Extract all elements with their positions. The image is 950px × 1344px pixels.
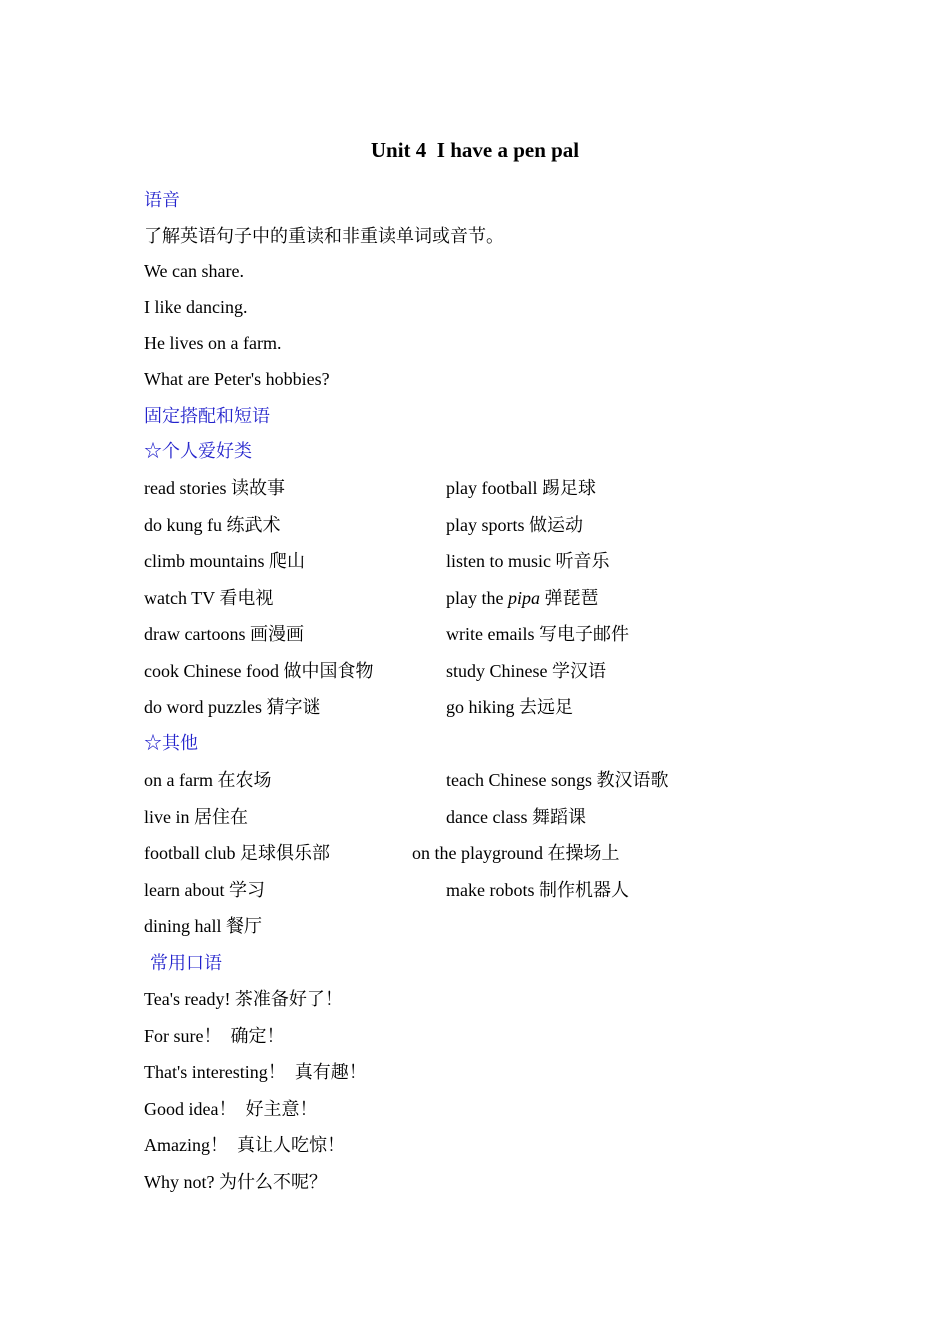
example-sentence: What are Peter's hobbies? [144, 369, 330, 389]
phrase-item: draw cartoons 画漫画 [144, 624, 304, 644]
phrase-item: on a farm 在农场 [144, 770, 272, 790]
phrase-item: listen to music 听音乐 [446, 551, 610, 571]
expression-item: For sure！ 确定！ [144, 1026, 285, 1046]
pronunciation-intro: 了解英语句子中的重读和非重读单词或音节。 [144, 226, 504, 246]
section-heading-phrases: 固定搭配和短语 [144, 406, 270, 426]
section-heading-expressions: 常用口语 [150, 953, 222, 973]
phrase-item: write emails 写电子邮件 [446, 624, 629, 644]
phrase-item: do kung fu 练武术 [144, 515, 281, 535]
phrase-item: live in 居住在 [144, 807, 248, 827]
section-heading-pronunciation: 语音 [144, 190, 180, 210]
expression-item: Why not? 为什么不呢？ [144, 1172, 327, 1192]
phrase-item: do word puzzles 猜字谜 [144, 697, 321, 717]
phrase-item: go hiking 去远足 [446, 697, 574, 717]
expression-item: Good idea！ 好主意！ [144, 1099, 318, 1119]
phrase-item: read stories 读故事 [144, 478, 285, 498]
phrase-item: play football 踢足球 [446, 478, 596, 498]
phrase-item-pipa [446, 586, 599, 610]
expression-item: That's interesting！ 真有趣！ [144, 1062, 367, 1082]
phrase-item: on the playground 在操场上 [412, 843, 620, 863]
subheading-others: ☆其他 [144, 733, 198, 753]
example-sentence: We can share. [144, 261, 244, 281]
phrase-item: play sports 做运动 [446, 515, 583, 535]
phrase-item: dining hall 餐厅 [144, 916, 262, 936]
subheading-hobbies: ☆个人爱好类 [144, 441, 252, 461]
expression-item: Amazing！ 真让人吃惊！ [144, 1135, 345, 1155]
example-sentence: He lives on a farm. [144, 333, 282, 353]
phrase-item: study Chinese 学汉语 [446, 661, 606, 681]
phrase-item: cook Chinese food 做中国食物 [144, 661, 374, 681]
pipa-word: pipa [507, 588, 540, 608]
phrase-item: football club 足球俱乐部 [144, 843, 330, 863]
phrase-prefix: play the [446, 588, 508, 608]
pipa-meaning: 弹琵琶 [540, 588, 599, 608]
expression-item: Tea's ready! 茶准备好了！ [144, 989, 343, 1009]
phrase-item: teach Chinese songs 教汉语歌 [446, 770, 669, 790]
phrase-item: make robots 制作机器人 [446, 880, 629, 900]
phrase-item: climb mountains 爬山 [144, 551, 305, 571]
phrase-item: watch TV 看电视 [144, 588, 274, 608]
phrase-item: learn about 学习 [144, 880, 265, 900]
page-title: Unit 4 I have a pen pal [370, 138, 580, 162]
example-sentence: I like dancing. [144, 297, 248, 317]
phrase-item: dance class 舞蹈课 [446, 807, 586, 827]
